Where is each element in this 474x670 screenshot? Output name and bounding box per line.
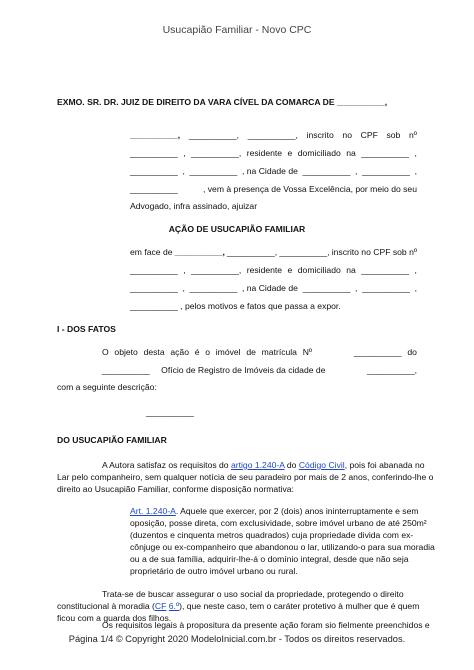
quote-line-4: cônjuge ou ex-companheiro que abandonou o lar, utilizando-o para sua moradia <box>130 542 435 552</box>
defendant-line-3: __________ , __________ , na Cidade de __________ , __________ , <box>130 283 417 293</box>
defendant-line-4: __________ , pelos motivos e fatos que passa a expor. <box>130 301 341 311</box>
page-footer: Página 1/4 © Copyright 2020 ModeloInicial.com.br - Todos os direitos reservados. <box>68 634 406 644</box>
paragraph-2-line-1: Trata-se de buscar assegurar o uso social da propriedade, protegendo o direito <box>102 589 404 599</box>
link-artigo-1240a[interactable]: artigo 1.240-A <box>230 460 285 470</box>
defendant-line-1: em face de __________, __________, __________, inscrito no CPF sob nº <box>130 247 417 257</box>
section-1-title: I - DOS FATOS <box>57 324 116 334</box>
quote-line-2: oposição, posse direta, com exclusividade, sobre imóvel urbano de até 250m² <box>130 518 427 528</box>
intro-line-3: __________ , __________ , na Cidade de __________ , __________ , <box>130 166 417 176</box>
quote-line-3: (duzentos e cinquenta metros quadrados) cuja propriedade divida com ex- <box>130 530 414 540</box>
intro-line-5: Advogado, infra assinado, ajuizar <box>130 201 258 211</box>
paragraph-1-line-2: Lar pelo companheiro, sem qualquer notícia de seu paradeiro por mais de 2 anos, conferindo-lhe o <box>57 472 434 482</box>
quote-line-5: ou a de sua família, adquirir-lhe-á o domínio integral, desde que não seja <box>130 554 409 564</box>
paragraph-1-line-3: direito ao Usucapião Familiar, conforme disposição normativa: <box>57 484 294 494</box>
paragraph-2-line-2: constitucional à moradia (CF 6.º), que neste caso, tem o caráter protetivo à mulher que é quem <box>57 601 420 611</box>
facts-line-4: __________ <box>146 407 194 417</box>
defendant-line-2: __________ , __________, residente e domiciliado na __________ , <box>130 265 417 275</box>
intro-line-4: __________ , vem à presença de Vossa Excelência, por meio do seu <box>130 184 417 194</box>
intro-line-2: __________ , __________, residente e domiciliado na __________ , <box>130 148 417 158</box>
facts-line-1: O objeto desta ação é o imóvel de matrícula Nº __________ do <box>102 347 417 357</box>
link-art-6[interactable]: 6.º <box>168 601 180 611</box>
paragraph-2-line-3: ficou com a guarda dos filhos. <box>57 613 172 623</box>
paragraph-1-line-1: A Autora satisfaz os requisitos do artigo 1.240-A do Código Civil, pois foi abanada no <box>102 460 425 470</box>
section-2-title: DO USUCAPIÃO FAMILIAR <box>57 435 167 445</box>
link-cf[interactable]: CF <box>154 601 167 611</box>
intro-line-1: __________, __________, __________, inscrito no CPF sob nº <box>130 130 417 140</box>
quote-line-1: Art. 1.240-A. Aquele que exercer, por 2 (dois) anos ininterruptamente e sem <box>130 506 419 516</box>
action-title: AÇÃO DE USUCAPIÃO FAMILIAR <box>168 224 306 234</box>
facts-line-2: __________ Ofício de Registro de Imóveis da cidade de __________, <box>102 365 417 375</box>
quote-line-6: proprietário de outro imóvel urbano ou rural. <box>130 566 298 576</box>
link-codigo-civil[interactable]: Código Civil <box>298 460 345 470</box>
court-address: EXMO. SR. DR. JUIZ DE DIREITO DA VARA CÍVEL DA COMARCA DE __________, <box>57 97 388 107</box>
link-art-1240a[interactable]: Art. 1.240-A <box>130 506 176 516</box>
paragraph-3-line-1: Os requisitos legais à propositura da presente ação foram sio fielmente preenchidos e <box>102 620 430 630</box>
page-header: Usucapião Familiar - Novo CPC <box>162 24 312 36</box>
facts-line-3: com a seguinte descrição: <box>57 382 157 392</box>
